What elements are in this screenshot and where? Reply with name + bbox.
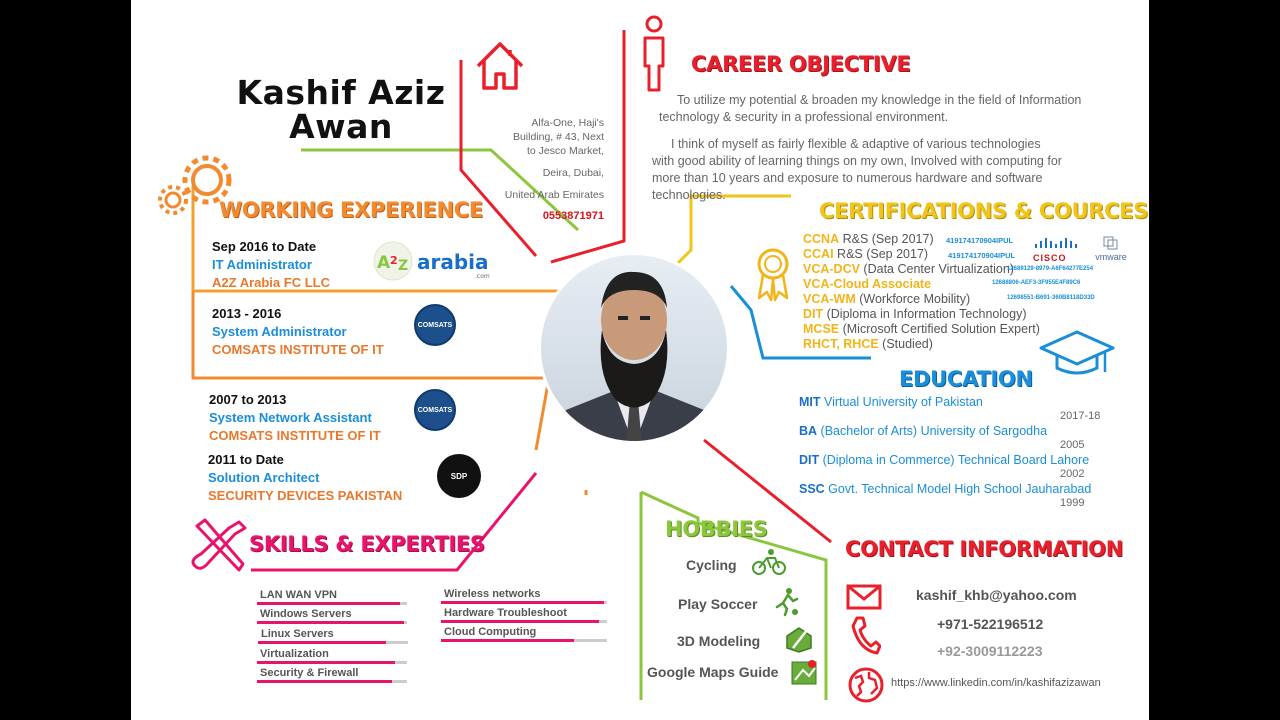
certification-item [803, 337, 1040, 352]
skill-item [441, 607, 607, 623]
cert-code: CCAI [803, 247, 834, 261]
objective-line: with good ability of learning things on my own, Involved with computing for [652, 154, 1062, 168]
comsats-logo: COMSATS [414, 304, 456, 346]
cert-code: VCA-Cloud Associate [803, 277, 932, 291]
cert-id: 12688806-AEF3-3F955E4F89C6 [992, 280, 1081, 286]
comsats-logo: COMSATS [414, 389, 456, 431]
map-pin-icon [791, 658, 819, 686]
resume-infographic [131, 0, 1149, 720]
award-ribbon-icon [751, 246, 795, 302]
hobby-item: Play Soccer [678, 596, 758, 612]
skill-bar-fill [441, 601, 604, 604]
hobbies-heading: HOBBIES [665, 517, 768, 541]
linkedin-link[interactable]: https://www.linkedin.com/in/kashifazizawan [891, 677, 1101, 689]
edu-desc: (Bachelor of Arts) University of Sargodha [817, 424, 1048, 438]
skill-bar-fill [441, 620, 599, 623]
edu-year: 2017-18 [1060, 410, 1101, 422]
cert-code: VCA-DCV [803, 262, 860, 276]
globe-icon [847, 666, 885, 704]
skill-bar [257, 602, 407, 605]
certification-list [803, 232, 1040, 352]
edu-year: 2005 [1060, 439, 1085, 451]
cert-desc: (Data Center Virtualization) [859, 262, 1014, 276]
skill-bar [441, 601, 607, 604]
address-line: Alfa-One, Haji's [531, 117, 604, 129]
address-phone: 0553871971 [542, 210, 604, 222]
job-title: System Network Assistant [209, 410, 372, 425]
job-date: 2011 to Date [208, 452, 284, 467]
job-org: COMSATS INSTITUTE OF IT [212, 342, 384, 357]
skill-label: Wireless networks [444, 588, 541, 600]
hobby-item: Google Maps Guide [647, 664, 779, 680]
person-icon [639, 14, 669, 94]
skill-label: Security & Firewall [260, 667, 359, 679]
job-entry [209, 392, 381, 443]
skills-heading: SKILLS & EXPERTIES [249, 532, 485, 556]
svg-text:A: A [377, 253, 391, 273]
edu-code: DIT [799, 453, 820, 467]
address-line: Deira, Dubai, [542, 167, 604, 179]
objective-line: I think of myself as fairly flexible & adaptive of various technologies [671, 137, 1041, 151]
job-entry [208, 452, 402, 503]
skill-label: Virtualization [260, 648, 329, 660]
job-org: COMSATS INSTITUTE OF IT [209, 428, 381, 443]
skill-item [258, 628, 408, 644]
skill-label: Cloud Computing [444, 626, 537, 638]
cert-id: 419174170904IPUL [948, 251, 1016, 260]
graduation-cap-icon [1039, 328, 1115, 380]
cisco-logo [1033, 235, 1079, 263]
skill-bar-fill [257, 602, 400, 605]
3d-modeling-icon [783, 624, 815, 654]
education-item [799, 453, 1089, 467]
cert-desc: (Diploma in Information Technology) [823, 307, 1027, 321]
skill-bar-fill [257, 661, 395, 664]
objective-line: technologies. [652, 188, 726, 202]
svg-text:arabia: arabia [417, 250, 489, 274]
vmware-label: vmware [1095, 252, 1127, 262]
career-objective-text [652, 92, 1129, 204]
contact-phone-primary[interactable]: +971-522196512 [937, 616, 1044, 632]
profile-photo [536, 250, 732, 446]
skill-item [257, 648, 407, 664]
certification-item [803, 262, 1040, 277]
contact-heading: CONTACT INFORMATION [845, 537, 1123, 561]
full-name [231, 73, 451, 146]
skill-item [257, 667, 407, 683]
job-entry [212, 306, 384, 357]
job-title: Solution Architect [208, 470, 320, 485]
skill-item [257, 608, 407, 624]
job-date: 2013 - 2016 [212, 306, 282, 321]
edu-year: 1999 [1060, 497, 1085, 509]
skill-bar [441, 639, 607, 642]
address-line: to Jesco Market, [526, 145, 604, 157]
certifications-heading: CERTIFICATIONS & COURCES [819, 199, 1149, 223]
education-item [799, 395, 983, 409]
skill-item [441, 588, 607, 604]
skill-label: Hardware Troubleshoot [444, 607, 567, 619]
cert-id: 12689129-8979-A6F64277E254 [1007, 266, 1094, 272]
cert-desc: R&S (Sep 2017) [833, 247, 929, 261]
home-icon [474, 40, 526, 92]
sdp-logo: SDP [437, 454, 481, 498]
phone-icon [849, 616, 881, 656]
job-title: IT Administrator [212, 257, 312, 272]
skill-bar-fill [258, 641, 386, 644]
svg-text:2: 2 [390, 254, 398, 267]
contact-phone-secondary[interactable]: +92-3009112223 [937, 643, 1043, 659]
contact-email[interactable]: kashif_khb@yahoo.com [916, 587, 1077, 603]
cert-desc: (Workforce Mobility) [855, 292, 971, 306]
edu-code: MIT [799, 395, 821, 409]
cert-code: VCA-WM [803, 292, 856, 306]
skill-label: Linux Servers [261, 628, 334, 640]
address-line: United Arab Emirates [504, 189, 604, 201]
skill-bar [257, 661, 407, 664]
name-line-1: Kashif Aziz [236, 73, 446, 112]
cert-id: 419174170904IPUL [946, 236, 1014, 245]
objective-line: technology & security in a professional environment. [659, 110, 949, 124]
certification-item [803, 307, 1040, 322]
cert-desc: R&S (Sep 2017) [839, 232, 934, 246]
cert-code: DIT [803, 307, 824, 321]
vmware-logo [1091, 236, 1131, 262]
svg-text:Z: Z [398, 258, 409, 274]
skill-bar-fill [441, 639, 574, 642]
edu-desc: Govt. Technical Model High School Jauharabad [824, 482, 1092, 496]
address-block [492, 116, 604, 223]
cert-desc: (Microsoft Certified Solution Expert) [839, 322, 1040, 336]
objective-line: To utilize my potential & broaden my knowledge in the field of Information [677, 93, 1082, 107]
edu-code: SSC [799, 482, 825, 496]
skill-item [441, 626, 607, 642]
skill-bar [257, 621, 407, 624]
edu-year: 2002 [1060, 468, 1085, 480]
cert-code: MCSE [803, 322, 840, 336]
job-org: A2Z Arabia FC LLC [212, 275, 330, 290]
cert-code: CCNA [803, 232, 840, 246]
objective-line: more than 10 years and exposure to numerous hardware and software [652, 171, 1043, 185]
cert-code: RHCT, RHCE [803, 337, 879, 351]
skill-bar [258, 641, 408, 644]
certification-item [803, 292, 1040, 307]
job-title: System Administrator [212, 324, 347, 339]
certification-item [803, 322, 1040, 337]
career-objective-heading: CAREER OBJECTIVE [691, 52, 911, 76]
tools-icon [191, 516, 249, 574]
skill-item [257, 589, 407, 605]
job-entry [212, 239, 330, 290]
edu-code: BA [799, 424, 818, 438]
hobby-item: 3D Modeling [677, 633, 761, 649]
education-item [799, 424, 1047, 438]
skill-label: LAN WAN VPN [260, 589, 337, 601]
soccer-icon [773, 587, 801, 617]
skill-label: Windows Servers [260, 608, 352, 620]
email-icon [846, 584, 882, 610]
job-date: Sep 2016 to Date [212, 239, 317, 254]
hobby-item: Cycling [686, 557, 737, 573]
cycling-icon [751, 548, 787, 576]
skill-bar-fill [257, 621, 404, 624]
cert-desc: (Studied) [878, 337, 933, 351]
education-item [799, 482, 1091, 496]
cert-id: 12698551-B691-360B8118D33D [1007, 295, 1095, 301]
cisco-label: CISCO [1033, 253, 1067, 263]
skill-bar-fill [257, 680, 392, 683]
edu-desc: Virtual University of Pakistan [820, 395, 983, 409]
name-line-2: Awan [289, 107, 393, 146]
job-org: SECURITY DEVICES PAKISTAN [208, 488, 403, 503]
svg-text:.com: .com [475, 273, 490, 280]
edu-desc: (Diploma in Commerce) Technical Board Lahore [819, 453, 1090, 467]
skill-bar [257, 680, 407, 683]
skill-bar [441, 620, 607, 623]
a2z-arabia-logo [371, 240, 491, 282]
address-line: Building, # 43, Next [512, 131, 604, 143]
job-date: 2007 to 2013 [209, 392, 287, 407]
education-heading: EDUCATION [899, 367, 1033, 391]
working-experience-heading: WORKING EXPERIENCE [219, 198, 483, 222]
